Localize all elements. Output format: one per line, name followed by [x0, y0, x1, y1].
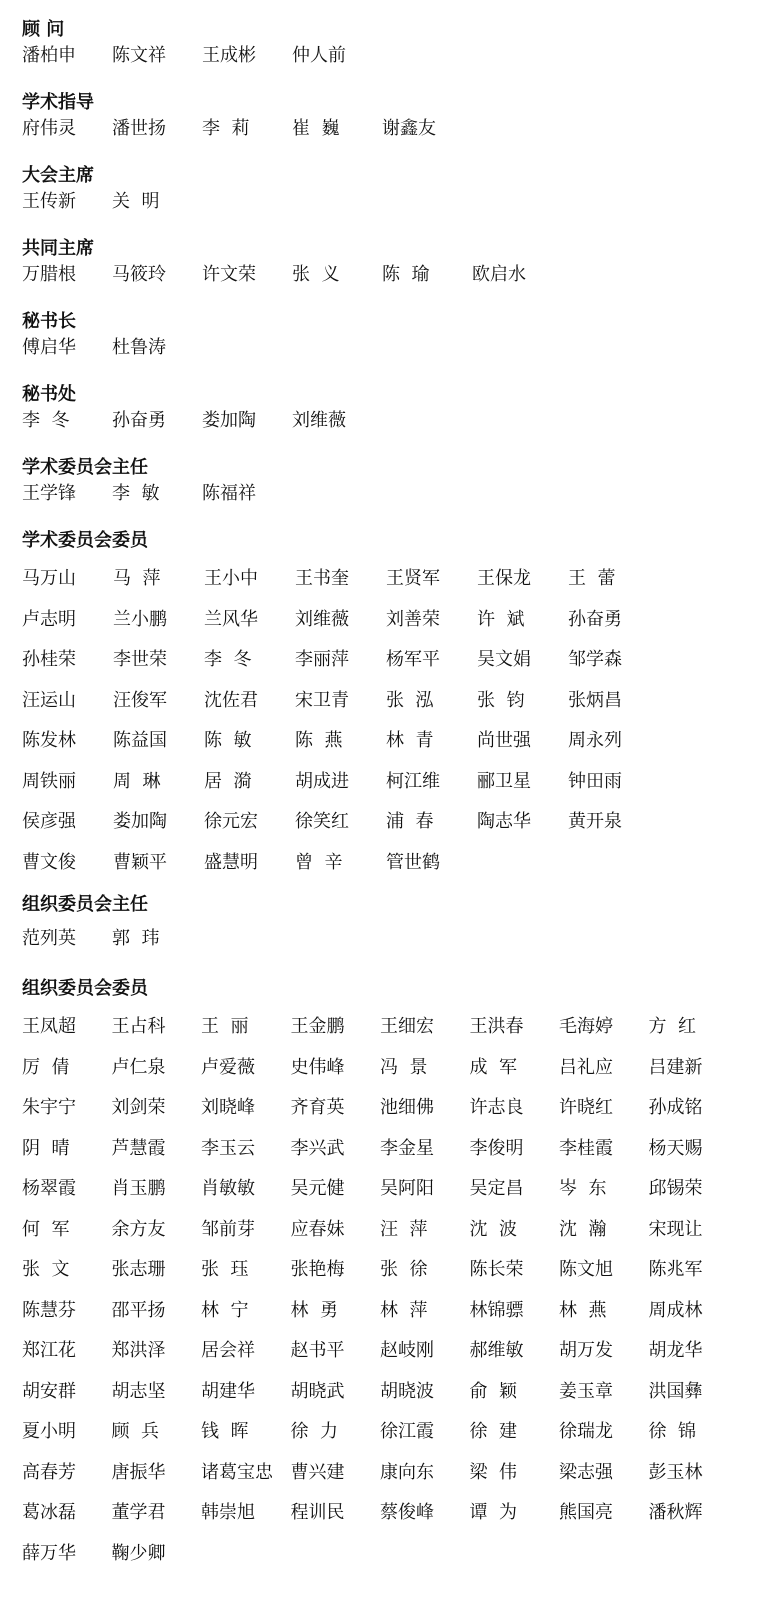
- person-name: 张 文: [22, 1259, 70, 1280]
- person-name: 许 斌: [477, 608, 525, 630]
- person-name: 张 泓: [386, 689, 434, 711]
- person-name: 康向东: [380, 1461, 434, 1483]
- person-name: 郦卫星: [477, 770, 531, 792]
- person-name: 林 青: [386, 730, 434, 751]
- person-name: 卢志明: [22, 608, 76, 630]
- name-row: [22, 917, 742, 951]
- small-sections: [22, 18, 742, 506]
- person-name: 周 琳: [113, 770, 161, 792]
- person-name: 李 敏: [112, 483, 160, 504]
- person-name: 侯彦强: [22, 811, 76, 832]
- name-row: [22, 334, 742, 360]
- person-name: 孙奋勇: [568, 608, 622, 630]
- person-name: 王凤超: [22, 1016, 76, 1037]
- person-name: 林锦骠: [469, 1299, 524, 1321]
- person-name: 余方友: [111, 1218, 166, 1240]
- person-name: 欧启水: [472, 264, 526, 285]
- person-name: 沈 瀚: [559, 1218, 607, 1240]
- person-name: 赵岐刚: [380, 1340, 434, 1361]
- person-name: 府伟灵: [22, 118, 76, 139]
- section-heading: 组织委员会主任: [22, 894, 148, 915]
- person-name: 郭 玮: [112, 928, 160, 949]
- person-name: 李兴武: [290, 1137, 345, 1159]
- person-name: 张 徐: [380, 1259, 428, 1280]
- person-name: 邹学森: [568, 649, 622, 670]
- person-name: 宋现让: [648, 1218, 703, 1240]
- person-name: 周成林: [648, 1299, 703, 1321]
- person-name: 蔡俊峰: [380, 1502, 434, 1523]
- person-name: 胡晓武: [290, 1380, 345, 1402]
- person-name: 陈长荣: [469, 1259, 524, 1280]
- person-name: 胡龙华: [648, 1340, 703, 1361]
- person-name: 沈 波: [469, 1218, 517, 1240]
- person-name: 马 萍: [113, 568, 161, 589]
- section-3: [22, 237, 742, 287]
- section-heading: 组织委员会委员: [22, 978, 148, 999]
- person-name: 陈益国: [113, 730, 167, 751]
- person-name: 娄加陶: [202, 410, 256, 431]
- person-name: 芦慧霞: [111, 1137, 166, 1159]
- person-name: 徐瑞龙: [559, 1421, 613, 1442]
- person-name: 胡安群: [22, 1380, 76, 1402]
- person-name: 阴 晴: [22, 1137, 70, 1159]
- person-name: 陈福祥: [202, 483, 256, 504]
- section-5: [22, 383, 742, 433]
- person-name: 董学君: [111, 1502, 166, 1523]
- person-name: 张 珏: [201, 1259, 249, 1280]
- name-grid: [22, 559, 742, 883]
- person-name: 葛冰磊: [22, 1502, 76, 1523]
- person-name: 钱 晖: [201, 1421, 249, 1442]
- person-name: 程训民: [290, 1502, 345, 1523]
- person-name: 周铁丽: [22, 770, 76, 792]
- person-name: 李 冬: [22, 410, 70, 431]
- person-name: 陈文祥: [112, 45, 166, 66]
- person-name: 陈发林: [22, 730, 76, 751]
- person-name: 马筱玲: [112, 264, 166, 285]
- person-name: 陈兆军: [648, 1259, 703, 1280]
- person-name: 张 钧: [477, 689, 525, 711]
- person-name: 鞠少卿: [111, 1542, 166, 1564]
- person-name: 李玉云: [201, 1137, 255, 1159]
- name-row: [22, 115, 742, 141]
- person-name: 梁 伟: [469, 1461, 517, 1483]
- person-name: 曹兴建: [290, 1461, 345, 1483]
- person-name: 邹前芽: [201, 1218, 255, 1240]
- person-name: 周永列: [568, 730, 622, 751]
- person-name: 徐 力: [290, 1421, 338, 1442]
- person-name: 崔 巍: [292, 118, 340, 139]
- person-name: 史伟峰: [290, 1056, 345, 1078]
- person-name: 刘晓峰: [201, 1097, 255, 1118]
- person-name: 厉 倩: [22, 1056, 70, 1078]
- person-name: 潘柏申: [22, 45, 76, 66]
- person-name: 洪国彝: [648, 1380, 703, 1402]
- person-name: 冯 景: [380, 1056, 428, 1078]
- person-name: 刘剑荣: [111, 1097, 166, 1118]
- person-name: 池细佛: [380, 1097, 434, 1118]
- person-name: 邱锡荣: [648, 1178, 703, 1199]
- person-name: 许文荣: [202, 264, 256, 285]
- person-name: 汪运山: [22, 689, 76, 711]
- person-name: 范列英: [22, 928, 76, 949]
- person-name: 李丽萍: [295, 649, 349, 670]
- person-name: 郑江花: [22, 1340, 76, 1361]
- person-name: 王细宏: [380, 1016, 434, 1037]
- person-name: 潘秋辉: [648, 1502, 703, 1523]
- person-name: 梁志强: [559, 1461, 613, 1483]
- person-name: 李 冬: [204, 649, 252, 670]
- person-name: 赵书平: [290, 1340, 345, 1361]
- person-name: 吴元健: [290, 1178, 345, 1199]
- person-name: 肖玉鹏: [111, 1178, 166, 1199]
- person-name: 邵平扬: [111, 1299, 166, 1321]
- person-name: 韩崇旭: [201, 1502, 255, 1523]
- name-row: [22, 188, 742, 214]
- person-name: 陈 燕: [295, 730, 343, 751]
- person-name: 肖敏敏: [201, 1178, 255, 1199]
- name-row: [22, 407, 742, 433]
- person-name: 王传新: [22, 191, 76, 212]
- person-name: 胡志坚: [111, 1380, 166, 1402]
- person-name: 徐元宏: [204, 811, 258, 832]
- person-name: 谢鑫友: [382, 118, 436, 139]
- section-heading: 顾 问: [22, 19, 65, 40]
- person-name: 刘维薇: [295, 608, 349, 630]
- person-name: 孙桂荣: [22, 649, 76, 670]
- person-name: 张炳昌: [568, 689, 622, 711]
- name-row: [22, 480, 742, 506]
- person-name: 胡万发: [559, 1340, 613, 1361]
- person-name: 朱宇宁: [22, 1097, 76, 1118]
- section-heading: 秘书长: [22, 311, 76, 332]
- person-name: 陈 瑜: [382, 264, 430, 285]
- person-name: 胡成进: [295, 770, 349, 792]
- person-name: 杨翠霞: [22, 1178, 76, 1199]
- person-name: 陈慧芬: [22, 1299, 76, 1321]
- section-6: [22, 456, 742, 506]
- person-name: 陈文旭: [559, 1259, 613, 1280]
- person-name: 俞 颖: [469, 1380, 517, 1402]
- person-name: 李俊明: [469, 1137, 524, 1159]
- person-name: 傅启华: [22, 337, 76, 358]
- person-name: 徐笑红: [295, 811, 349, 832]
- person-name: 仲人前: [292, 45, 346, 66]
- person-name: 顾 兵: [111, 1421, 159, 1442]
- person-name: 彭玉林: [648, 1461, 703, 1483]
- person-name: 马万山: [22, 568, 76, 589]
- person-name: 何 军: [22, 1218, 70, 1240]
- person-name: 郑洪泽: [111, 1340, 166, 1361]
- person-name: 王占科: [111, 1016, 166, 1037]
- person-name: 杜鲁涛: [112, 337, 166, 358]
- person-name: 应春妹: [290, 1218, 345, 1240]
- person-name: 陶志华: [477, 811, 531, 832]
- person-name: 岑 东: [559, 1178, 607, 1199]
- person-name: 潘世扬: [112, 118, 166, 139]
- committee-list-page: [22, 18, 742, 1574]
- person-name: 许晓红: [559, 1097, 613, 1118]
- person-name: 曹颖平: [113, 851, 167, 873]
- person-name: 孙奋勇: [112, 410, 166, 431]
- person-name: 王 蕾: [568, 568, 616, 589]
- person-name: 王学锋: [22, 483, 76, 504]
- person-name: 吕建新: [648, 1056, 703, 1078]
- person-name: 沈佐君: [204, 689, 258, 711]
- academic-committee-section: [22, 529, 742, 883]
- person-name: 张艳梅: [290, 1259, 345, 1280]
- person-name: 齐育英: [290, 1097, 345, 1118]
- person-name: 谭 为: [469, 1502, 517, 1523]
- person-name: 林 燕: [559, 1299, 607, 1321]
- person-name: 居 漪: [204, 770, 252, 792]
- person-name: 王 丽: [201, 1016, 249, 1037]
- section-heading: 共同主席: [22, 238, 94, 259]
- person-name: 方 红: [648, 1016, 696, 1037]
- section-heading: 秘书处: [22, 384, 76, 405]
- person-name: 钟田雨: [568, 770, 622, 792]
- person-name: 孙成铭: [648, 1097, 703, 1118]
- person-name: 尚世强: [477, 730, 531, 751]
- person-name: 刘善荣: [386, 608, 440, 630]
- section-1: [22, 91, 742, 141]
- person-name: 娄加陶: [113, 811, 167, 832]
- person-name: 王小中: [204, 568, 258, 589]
- section-heading: 学术指导: [22, 92, 94, 113]
- section-heading: 学术委员会主任: [22, 457, 148, 478]
- person-name: 胡建华: [201, 1380, 255, 1402]
- person-name: 王成彬: [202, 45, 256, 66]
- org-chair-section: [22, 893, 742, 951]
- section-4: [22, 310, 742, 360]
- person-name: 林 萍: [380, 1299, 428, 1321]
- person-name: 王洪春: [469, 1016, 524, 1037]
- person-name: 林 宁: [201, 1299, 249, 1321]
- person-name: 夏小明: [22, 1421, 76, 1442]
- person-name: 黄开泉: [568, 811, 622, 832]
- name-row: [22, 261, 742, 287]
- person-name: 吕礼应: [559, 1056, 613, 1078]
- person-name: 管世鹤: [386, 851, 440, 873]
- person-name: 柯江维: [386, 770, 440, 792]
- person-name: 许志良: [469, 1097, 524, 1118]
- section-heading: 大会主席: [22, 165, 94, 186]
- person-name: 杨军平: [386, 649, 440, 670]
- section-2: [22, 164, 742, 214]
- person-name: 王贤军: [386, 568, 440, 589]
- person-name: 王金鹏: [290, 1016, 345, 1037]
- person-name: 徐 建: [469, 1421, 517, 1442]
- person-name: 毛海婷: [559, 1016, 613, 1037]
- person-name: 李金星: [380, 1137, 434, 1159]
- person-name: 熊国亮: [559, 1502, 613, 1523]
- person-name: 吴定昌: [469, 1178, 524, 1199]
- person-name: 张 义: [292, 264, 340, 285]
- name-row: [22, 42, 742, 68]
- person-name: 成 军: [469, 1056, 517, 1078]
- person-name: 郝维敏: [469, 1340, 524, 1361]
- person-name: 林 勇: [290, 1299, 338, 1321]
- person-name: 居会祥: [201, 1340, 255, 1361]
- person-name: 曹文俊: [22, 851, 76, 873]
- person-name: 汪俊军: [113, 689, 167, 711]
- section-0: [22, 18, 742, 68]
- person-name: 兰风华: [204, 608, 258, 630]
- person-name: 汪 萍: [380, 1218, 428, 1240]
- person-name: 胡晓波: [380, 1380, 434, 1402]
- person-name: 万腊根: [22, 264, 76, 285]
- name-grid: [22, 1007, 742, 1574]
- person-name: 盛慧明: [204, 851, 258, 873]
- person-name: 薛万华: [22, 1542, 76, 1564]
- org-committee-section: [22, 977, 742, 1574]
- person-name: 王书奎: [295, 568, 349, 589]
- person-name: 吴阿阳: [380, 1178, 434, 1199]
- person-name: 张志珊: [111, 1259, 166, 1280]
- person-name: 宋卫青: [295, 689, 349, 711]
- section-heading: 学术委员会委员: [22, 530, 148, 551]
- person-name: 李世荣: [113, 649, 167, 670]
- person-name: 刘维薇: [292, 410, 346, 431]
- person-name: 卢仁泉: [111, 1056, 166, 1078]
- person-name: 王保龙: [477, 568, 531, 589]
- person-name: 徐江霞: [380, 1421, 434, 1442]
- person-name: 唐振华: [111, 1461, 166, 1483]
- person-name: 诸葛宝忠: [201, 1461, 273, 1483]
- person-name: 杨天赐: [648, 1137, 703, 1159]
- person-name: 曾 辛: [295, 851, 343, 873]
- person-name: 吴文娟: [477, 649, 531, 670]
- person-name: 浦 春: [386, 811, 434, 832]
- person-name: 兰小鹏: [113, 608, 167, 630]
- person-name: 陈 敏: [204, 730, 252, 751]
- person-name: 徐 锦: [648, 1421, 696, 1442]
- person-name: 李桂霞: [559, 1137, 613, 1159]
- person-name: 姜玉章: [559, 1380, 613, 1402]
- person-name: 高春芳: [22, 1461, 76, 1483]
- person-name: 卢爱薇: [201, 1056, 255, 1078]
- person-name: 李 莉: [202, 118, 250, 139]
- person-name: 关 明: [112, 191, 160, 212]
